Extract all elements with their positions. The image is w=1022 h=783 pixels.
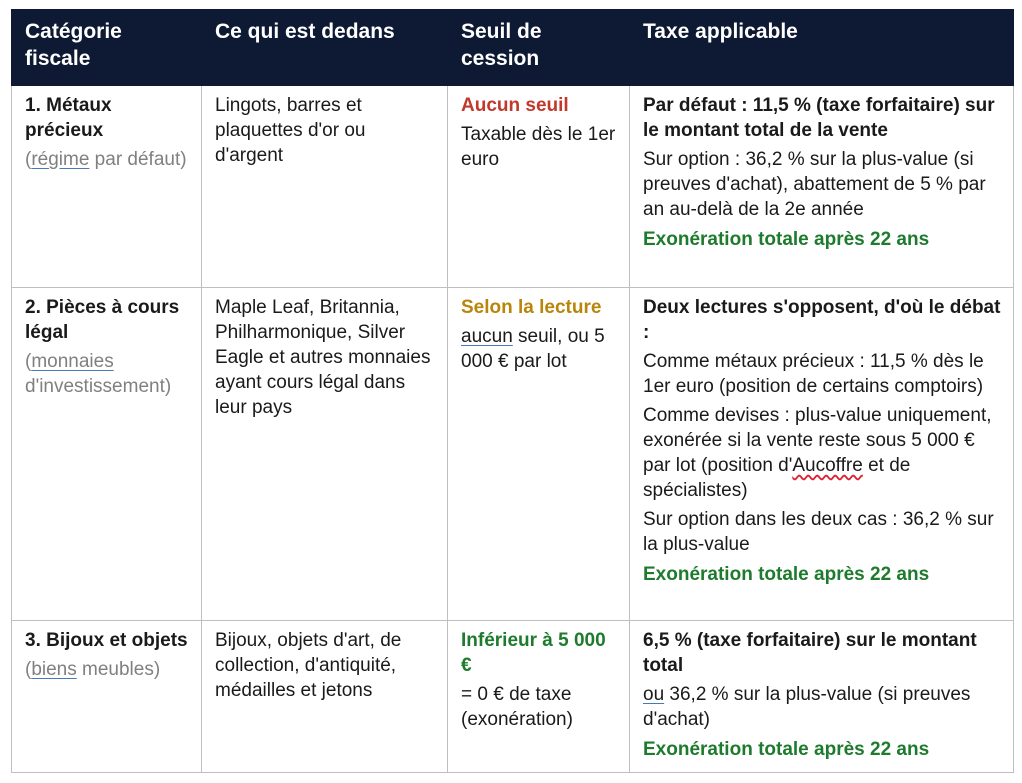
note-link: biens (31, 659, 77, 680)
contents-text: Maple Leaf, Britannia, Philharmonique, Silver Eagle et autres monnaies ayant cours légal dans leur pays (215, 297, 431, 418)
threshold-rest: seuil, ou 5 000 € par lot (461, 326, 605, 372)
threshold-cell (448, 86, 630, 288)
tax-bold: Deux lectures s'opposent, d'où le débat : (643, 297, 1001, 343)
threshold-cell (448, 288, 630, 621)
note-open: ( (25, 659, 32, 680)
tax-table (11, 9, 1014, 773)
tax-option: Sur option : 36,2 % sur la plus-value (si preuves d'achat), abattement de 5 % par an au-delà de la 2e année (643, 149, 986, 220)
tax-rest: 36,2 % sur la plus-value (si preuves d'achat) (643, 684, 971, 730)
tax-link: ou (643, 684, 665, 705)
threshold-text: Taxable dès le 1er euro (461, 124, 616, 170)
header-category: Catégorie fiscale (12, 10, 202, 86)
note-open: ( (25, 149, 32, 170)
tax-line-2-a: Comme devises : plus-value uniquement, exonérée si la vente reste sous 5 000 € par lot (position d' (643, 405, 992, 476)
threshold-title: Aucun seuil (461, 95, 569, 116)
tax-bold: 6,5 % (taxe forfaitaire) sur le montant total (643, 630, 977, 676)
tax-exemption: Exonération totale après 22 ans (643, 564, 930, 585)
note-rest: par défaut) (89, 149, 187, 170)
header-contents: Ce qui est dedans (202, 10, 448, 86)
tax-line-3: Sur option dans les deux cas : 36,2 % sur la plus-value (643, 509, 994, 555)
category-cell (12, 288, 202, 621)
category-title: 1. Métaux précieux (25, 95, 112, 141)
note-open: ( (25, 351, 32, 372)
tax-line-2-brand: Aucoffre (792, 455, 863, 476)
tax-bold: Par défaut : 11,5 % (taxe forfaitaire) sur le montant total de la vente (643, 95, 995, 141)
category-title: 3. Bijoux et objets (25, 630, 188, 651)
header-tax: Taxe applicable (630, 10, 1014, 86)
contents-cell (202, 621, 448, 773)
note-link: monnaies (31, 351, 114, 372)
tax-line-2-c: et de spécialistes) (643, 455, 911, 501)
threshold-link: aucun (461, 326, 513, 347)
tax-cell (630, 621, 1014, 773)
note-rest: d'investissement) (25, 376, 172, 397)
table-row (12, 621, 1014, 773)
table-row (12, 86, 1014, 288)
threshold-title: Inférieur à 5 000 € (461, 630, 606, 676)
category-cell (12, 621, 202, 773)
tax-exemption: Exonération totale après 22 ans (643, 739, 930, 760)
note-link: régime (31, 149, 90, 170)
tax-cell (630, 86, 1014, 288)
header-row (12, 10, 1014, 86)
threshold-cell (448, 621, 630, 773)
category-title: 2. Pièces à cours légal (25, 297, 180, 343)
tax-exemption: Exonération totale après 22 ans (643, 229, 930, 250)
table-row (12, 288, 1014, 621)
threshold-text: = 0 € de taxe (exonération) (461, 684, 573, 730)
category-note (25, 349, 189, 399)
tax-cell (630, 288, 1014, 621)
threshold-text (461, 324, 617, 374)
contents-text: Bijoux, objets d'art, de collection, d'antiquité, médailles et jetons (215, 630, 402, 701)
contents-text: Lingots, barres et plaquettes d'or ou d'argent (215, 95, 366, 166)
tax-line-2 (643, 403, 1001, 503)
header-threshold: Seuil de cession (448, 10, 630, 86)
category-note (25, 657, 189, 682)
note-rest: meubles) (76, 659, 161, 680)
threshold-title: Selon la lecture (461, 297, 602, 318)
tax-option (643, 682, 1001, 732)
contents-cell (202, 288, 448, 621)
category-cell (12, 86, 202, 288)
contents-cell (202, 86, 448, 288)
category-note (25, 147, 189, 172)
tax-line-1: Comme métaux précieux : 11,5 % dès le 1er euro (position de certains comptoirs) (643, 351, 984, 397)
